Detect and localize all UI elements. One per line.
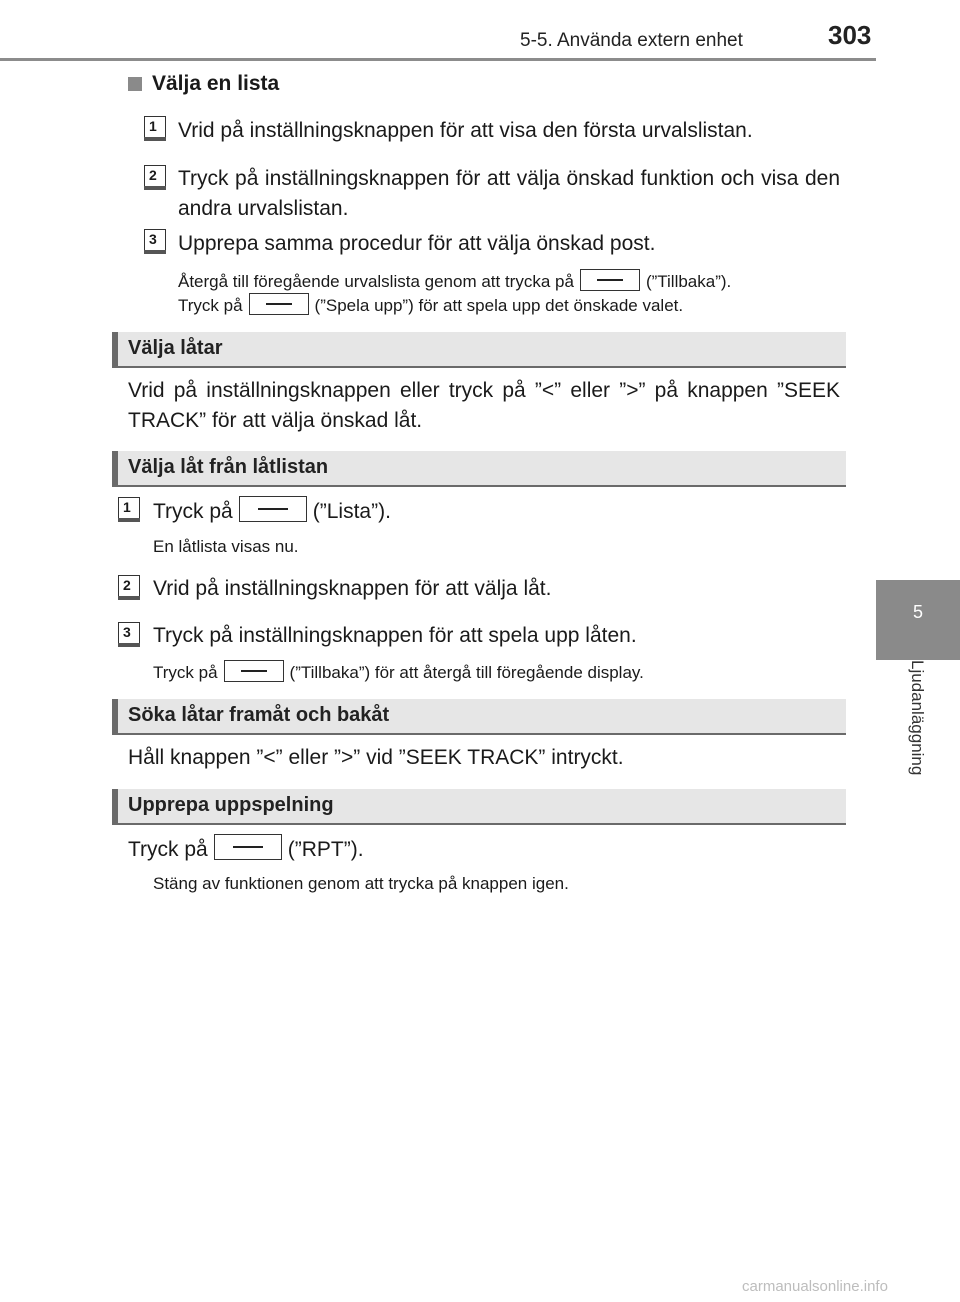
section-title: 5-5. Använda extern enhet — [520, 30, 743, 51]
page-number: 303 — [828, 20, 872, 50]
step-text: Tryck på inställningsknappen för att välja önskad funktion och visa den andra urvalslistan. — [178, 167, 840, 220]
section-heading-upprepa-uppspelning: Upprepa uppspelning — [112, 789, 846, 825]
section-note: Stäng av funktionen genom att trycka på knappen igen. — [153, 874, 569, 893]
watermark: carmanualsonline.info — [742, 1278, 888, 1295]
note-play: Tryck på (”Spela upp”) för att spela upp det önskade valet. — [178, 293, 858, 318]
section-heading-valja-latar: Välja låtar — [112, 332, 846, 368]
square-bullet-icon — [128, 77, 142, 91]
back-button-icon — [580, 269, 640, 291]
note-back: Återgå till föregående urvalslista genom att trycka på (”Tillbaka”). — [178, 269, 858, 294]
step-number-badge: 2 — [144, 165, 166, 189]
chapter-label-text: Ljudanläggning — [908, 660, 927, 776]
chapter-label — [905, 660, 929, 805]
header-rule — [0, 58, 876, 61]
step-text: Tryck på inställningsknappen för att spela upp låten. — [153, 624, 637, 647]
section-body: Tryck på (”RPT”). — [128, 834, 840, 865]
step-number-badge: 1 — [118, 497, 140, 521]
step-text: Upprepa samma procedur för att välja önskad post. — [178, 232, 656, 255]
back-button-icon — [224, 660, 284, 682]
list-button-icon — [239, 496, 307, 522]
step-text: Vrid på inställningsknappen för att välja låt. — [153, 577, 552, 600]
step-text: Tryck på (”Lista”). — [153, 496, 843, 527]
step-number-badge: 3 — [144, 229, 166, 253]
section-heading-valja-lat-fran-latlistan: Välja låt från låtlistan — [112, 451, 846, 487]
section-heading-soka-latar: Söka låtar framåt och bakåt — [112, 699, 846, 735]
step-note: En låtlista visas nu. — [153, 537, 299, 556]
chapter-number: 5 — [912, 602, 923, 622]
play-button-icon — [249, 293, 309, 315]
chapter-tab — [876, 580, 960, 660]
section-body: Håll knappen ”<” eller ”>” vid ”SEEK TRACK” intryckt. — [128, 746, 624, 769]
step-note: Tryck på (”Tillbaka”) för att återgå till föregående display. — [153, 660, 853, 685]
step-text: Vrid på inställningsknappen för att visa den första urvalslistan. — [178, 119, 753, 142]
step-number-badge: 3 — [118, 622, 140, 646]
step-number-badge: 2 — [118, 575, 140, 599]
section-body: Vrid på inställningsknappen eller tryck på ”<” eller ”>” på knappen ”SEEK TRACK” för att välja önskad låt. — [128, 379, 840, 432]
rpt-button-icon — [214, 834, 282, 860]
subheading-valja-en-lista: Välja en lista — [128, 72, 279, 96]
step-number-badge: 1 — [144, 116, 166, 140]
